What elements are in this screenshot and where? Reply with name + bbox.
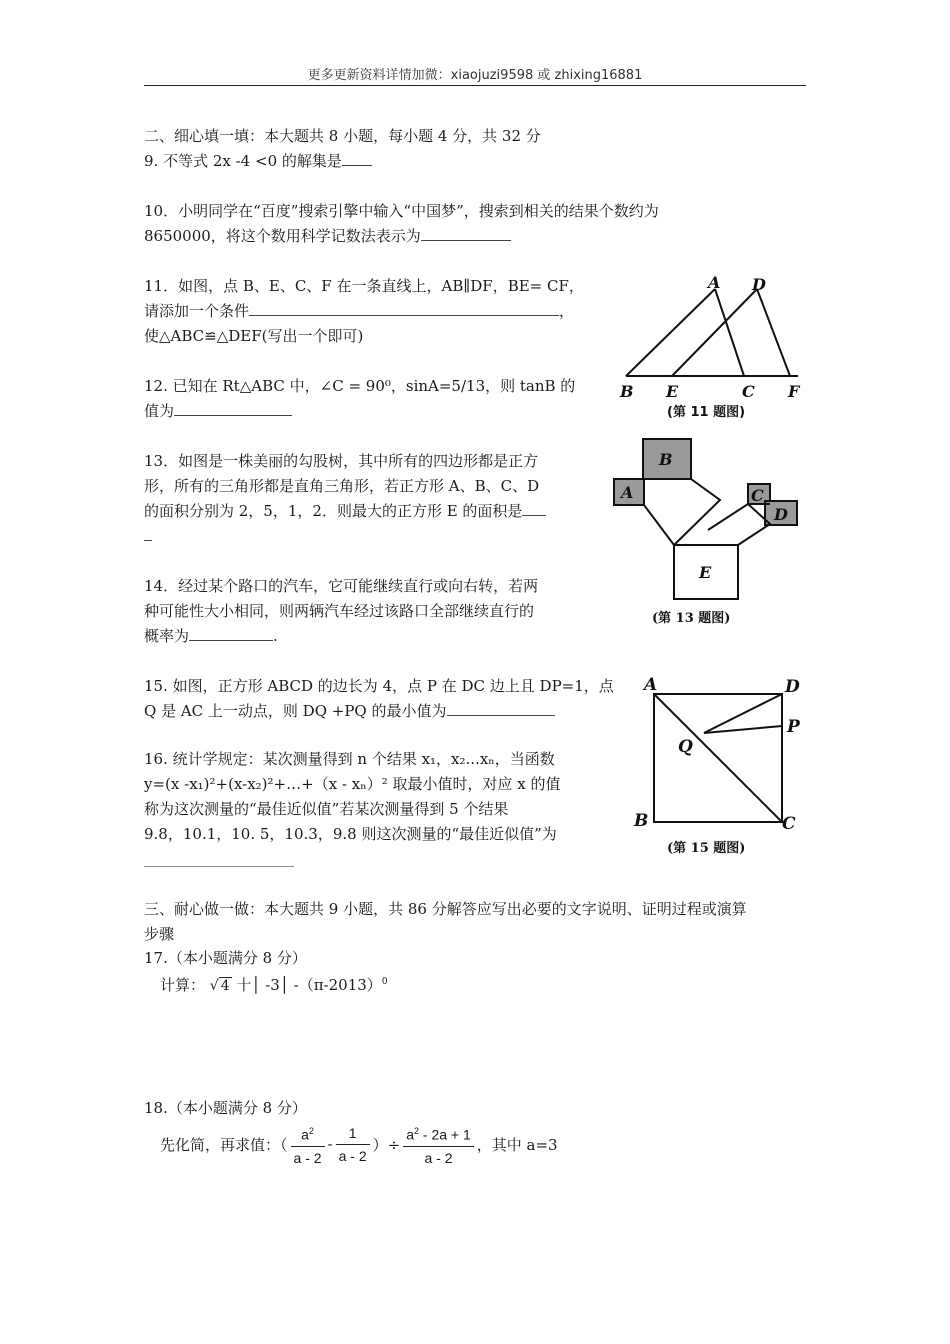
fig13-left-square-side (644, 479, 674, 545)
question-10-line1: 10．小明同学在“百度”搜索引擎中输入“中国梦”，搜索到相关的结果个数约为 (144, 202, 659, 220)
answer-blank-continued (144, 540, 152, 541)
answer-blank[interactable] (174, 401, 292, 416)
question-12-line2: 值为 (144, 399, 292, 424)
fig15-caption: (第 15 题图) (667, 841, 746, 856)
question-15-line1: 15. 如图，正方形 ABCD 的边长为 4，点 P 在 DC 边上且 DP=1，点 (144, 677, 614, 695)
fig13-label-b: B (659, 450, 673, 469)
question-18-expression (160, 1120, 558, 1169)
fig11-segment-df (757, 289, 790, 376)
fig13-left-square-top (674, 479, 720, 545)
fig15-label-b: B (634, 811, 649, 831)
question-10-line2: 8650000，将这个数用科学记数法表示为 (144, 224, 511, 249)
question-17-expression: 计算： √ 4 十│ -3│ $-(\pi-2013)^0$ (160, 976, 388, 994)
sqrt-radicand: 4 (220, 978, 230, 994)
fig11-label-d: D (752, 275, 766, 294)
question-15-line2: Q 是 AC 上一动点，则 DQ +PQ 的最小值为 (144, 699, 555, 724)
fig13-caption: (第 13 题图) (652, 611, 731, 626)
fig11-label-c: C (742, 382, 755, 401)
section2-title: 二、细心填一填：本大题共 8 小题，每小题 4 分，共 32 分 (144, 127, 541, 145)
expression-label: 先化简，再求值：（ (160, 1135, 288, 1154)
fig15-label-q: Q (678, 737, 693, 757)
fig11-label-f: F (788, 382, 800, 401)
section3-title-line1: 三、耐心做一做：本大题共 9 小题，共 86 分解答应写出必要的文字说明、证明过程或演算 (144, 900, 747, 918)
answer-blank[interactable] (249, 301, 559, 316)
fig11-label-e: E (666, 382, 679, 401)
question-17-heading: 17.（本小题满分 8 分） (144, 949, 307, 967)
question-18-heading: 18.（本小题满分 8 分） (144, 1099, 307, 1117)
question-9: 9. 不等式 2x -4 <0 的解集是 (144, 149, 372, 174)
question-11-line3: 使△ABC≌△DEF(写出一个即可) (144, 327, 364, 345)
answer-blank[interactable] (522, 501, 546, 516)
question-16-line2: y=(x -x₁)²+(x-x₂)²+…+（x - xₙ）² 取最小值时，对应 x 的值 (144, 775, 561, 793)
fig15-diagonal-ac (654, 694, 782, 822)
fig15-label-c: C (782, 814, 796, 834)
division-sign: ）÷ (372, 1135, 401, 1154)
fig13-right-square (708, 504, 770, 545)
question-14-line2: 种可能性大小相同，则两辆汽车经过该路口全部继续直行的 (144, 602, 535, 620)
condition-text: ，其中 a=3 (476, 1135, 558, 1154)
question-12-line1: 12. 已知在 Rt△ABC 中，∠C = 90⁰，sinA=5/13，则 tanB 的 (144, 377, 576, 395)
question-13-line1: 13．如图是一株美丽的勾股树，其中所有的四边形都是正方 (144, 452, 539, 470)
answer-blank-16[interactable] (144, 866, 294, 867)
fraction-2: $\frac{1}{a - 2}$ (336, 1122, 370, 1167)
page-header: 更多更新资料详情加微：xiaojuzi9598 或 zhixing16881 (307, 68, 643, 83)
fig13-label-c: C (751, 486, 764, 505)
exponent: 0 (381, 977, 388, 987)
fig11-label-a: A (708, 274, 721, 292)
fig13-label-e: E (699, 563, 712, 582)
sqrt-sign: √ (209, 978, 219, 994)
question-14-line1: 14．经过某个路口的汽车，它可能继续直行或向右转，若两 (144, 577, 539, 595)
section3-title-line2: 步骤 (144, 925, 175, 943)
question-16-line4: 9.8，10.1，10. 5，10.3，9.8 则这次测量的“最佳近似值”为 (144, 825, 557, 843)
question-16-line3: 称为这次测量的“最佳近似值”若某次测量得到 5 个结果 (144, 800, 509, 818)
fig11-caption: (第 11 题图) (667, 405, 746, 420)
fraction-1: $\frac{a^2}{a - 2}$ (291, 1120, 325, 1169)
question-13-line3: 的面积分别为 2，5，1，2．则最大的正方形 E 的面积是 (144, 499, 546, 524)
figure-15 (632, 672, 812, 862)
fraction-3: $\frac{a^2 - 2a + 1}{a - 2}$ (403, 1120, 474, 1169)
fig15-label-a: A (644, 675, 658, 695)
header-rule (144, 85, 806, 86)
fig11-segment-ac (715, 289, 744, 376)
fig13-label-a: A (621, 483, 634, 502)
fig11-label-b: B (620, 382, 634, 401)
question-11-line2: 请添加一个条件 ， (144, 302, 575, 320)
question-13-line2: 形，所有的三角形都是直角三角形，若正方形 A、B、C、D (144, 477, 540, 495)
answer-blank[interactable] (421, 226, 511, 241)
fig15-label-p: P (787, 717, 800, 737)
fig11-segment-ab (626, 289, 715, 376)
fig13-label-d: D (774, 505, 788, 524)
answer-blank[interactable] (447, 701, 555, 716)
question-16-line1: 16. 统计学规定：某次测量得到 n 个结果 x₁，x₂...xₙ，当函数 (144, 750, 555, 768)
answer-blank[interactable] (342, 151, 372, 166)
question-14-line3: 概率为 . (144, 627, 278, 645)
figure-13 (608, 432, 803, 632)
minus-sign: - (327, 1135, 333, 1154)
question-11-line1: 11．如图，点 B、E、C、F 在一条直线上，AB∥DF，BE= CF， (144, 277, 584, 295)
answer-blank[interactable] (189, 626, 273, 641)
fig15-label-d: D (785, 677, 800, 697)
fig11-segment-ed (672, 289, 757, 376)
figure-11 (612, 274, 812, 424)
